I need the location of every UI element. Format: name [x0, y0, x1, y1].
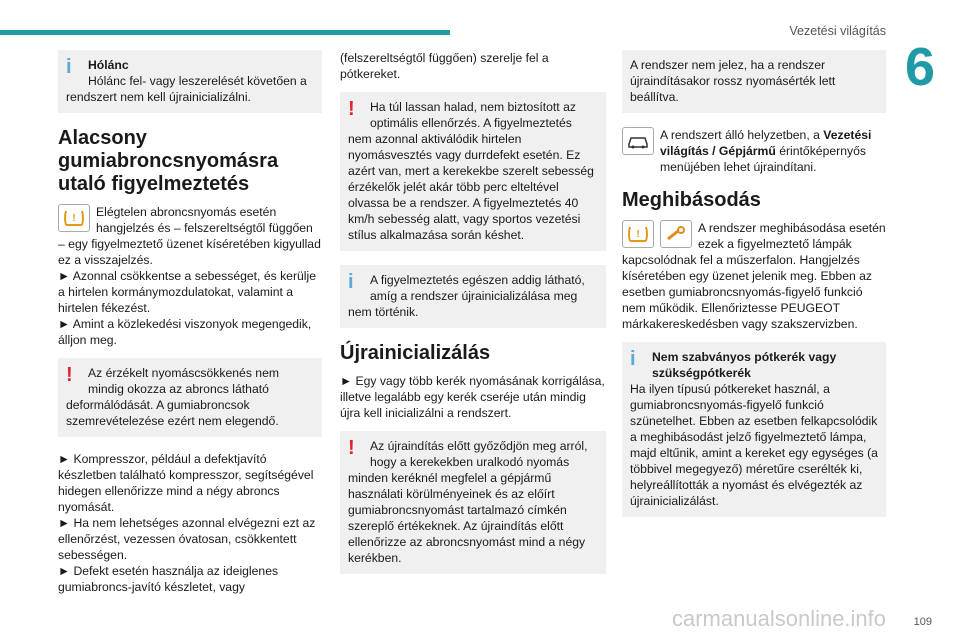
tyre-warning-icon: [622, 220, 654, 248]
warn-box-1: [58, 358, 322, 437]
step-1: ► Azonnal csökkentse a sebességet, és kerülje a hirtelen kormánymozdulatokat, valamint a hirtelen fékezést.: [58, 269, 316, 315]
car-icon: [622, 127, 654, 155]
continued-text: (felszereltségtől függően) szerelje fel a pótkereket.: [340, 51, 549, 81]
reset-text-a: A rendszert álló helyzetben, a: [660, 128, 820, 142]
spare-text: Ha ilyen típusú pótkereket használ, a gumiabroncsnyomás-figyelő funkció szünetelhet. Ebben az esetben felkapcsolódik a meghibásodást jelző figyelmeztető lámpa, majd eltűnik, amint a kereket egy egységes (a többivel megegyező) méretűre cserélték ki, helyreállították a nyomást és elvégezték az újrainicializálást.: [630, 382, 878, 508]
info-icon: i: [66, 56, 72, 78]
warn-box-1-text: Az érzékelt nyomáscsökkenés nem mindig okozza az abroncs látható deformálódását. A gumiabroncsok szemrevételezése ezért nem elegendő.: [66, 366, 280, 428]
step-4: ► Ha nem lehetséges azonnal elvégezni ezt az ellenőrzést, vezessen óvatosan, csökkentett sebességen.: [58, 516, 316, 562]
svg-text:!: !: [636, 229, 640, 240]
heading-low-pressure: Alacsony gumiabroncsnyomásra utaló figyelmeztetés: [58, 127, 279, 195]
warn-box-2: [340, 92, 606, 251]
wrench-icon: [660, 220, 692, 248]
info-icon: i: [630, 348, 636, 370]
svg-text:!: !: [72, 213, 76, 224]
heading-reinit: Újrainicializálás: [340, 342, 491, 364]
step-2: ► Amint a közlekedési viszonyok megengedik, álljon meg.: [58, 317, 312, 347]
reset-menu: Vezetési világítás / Gépjármű: [660, 128, 872, 158]
fault-rest: kapcsolódnak fel a műszerfalon. Hangjelzés kíséretében egy üzenet jelenik meg. Ebben az esetben gumiabroncsnyomás-figyelő funkció nem működik. Ellenőriztesse PEUGEOT márkakereskedésben vagy szakszervizben.: [622, 253, 873, 331]
header-title: Vezetési világítás: [789, 24, 886, 38]
warning-rest: – egy figyelmeztető üzenet kíséretében kigyullad ez a visszajelzés.: [58, 237, 321, 267]
column-3: [622, 50, 886, 531]
warn-box-3-text: Az újraindítás előtt győződjön meg arról, hogy a kerekekben uralkodó nyomás minden keréknél megfelel a gépjármű használati körülményeinek és az előírt gumiabroncsnyomást tartalmazó címkén szereplő értékeknek. Az újraindítás előtt ellenőrizze az abroncsnyomást mind a négy kerékben.: [348, 439, 588, 565]
warning-exclamation-icon: !: [66, 364, 73, 386]
step-5: ► Defekt esetén használja az ideiglenes gumiabroncs-javító készletet, vagy: [58, 564, 279, 594]
warning-exclamation-icon: !: [348, 98, 355, 120]
column-1: [58, 50, 322, 595]
warn-box-2-text: Ha túl lassan halad, nem biztosított az optimális ellenőrzés. A figyelmeztetés nem azonnal aktiválódik hirtelen nyomásvesztés vagy durrdefekt esetén. Ez azért van, mert a kerekekbe szerelt sebesség érzékelők jelét akár több perc elteltével olvassa be a rendszer. A figyelmeztetés 40 km/h sebesség alatt, vagy sportos vezetési stílus alkalmazása során késhet.: [348, 100, 594, 242]
note-box: [622, 50, 886, 113]
info-icon: i: [348, 271, 354, 293]
info-box-2-text: A figyelmeztetés egészen addig látható, amíg a rendszer újrainicializálása meg nem történik.: [348, 273, 585, 319]
info-box-holanc: [58, 50, 322, 113]
fault-row: [622, 220, 886, 252]
column-2: [340, 50, 606, 588]
holanc-text: Hólánc fel- vagy leszerelését követően a rendszert nem kell újrainicializálni.: [66, 74, 307, 104]
header-bar: [0, 30, 450, 35]
chapter-number: 6: [905, 37, 936, 97]
step-3: ► Kompresszor, például a defektjavító készletben található kompresszor, segítségével hidegen ellenőrizze mind a négy abroncs nyomását.: [58, 452, 314, 514]
info-box-spare: [622, 342, 886, 517]
note-text: A rendszer nem jelez, ha a rendszer újraindításakor rossz nyomásérték lett beállítva.: [630, 58, 836, 104]
fault-intro: A rendszer meghibásodása esetén ezek a figyelmeztető lámpák: [698, 221, 886, 251]
page-number: 109: [913, 616, 932, 628]
reinit-step: ► Egy vagy több kerék nyomásának korrigálása, illetve legalább egy kerék cseréje után mindig újra kell inicializálni a rendszert.: [340, 374, 605, 420]
watermark: carmanualsonline.info: [672, 606, 887, 631]
warning-exclamation-icon: !: [348, 437, 355, 459]
spare-title: Nem szabványos pótkerék vagy szükségpótkerék: [652, 350, 837, 380]
warning-row: [58, 204, 322, 236]
tyre-warning-icon: [58, 204, 90, 232]
warn-box-3: [340, 431, 606, 574]
warning-intro: Elégtelen abroncsnyomás esetén hangjelzés és – felszereltségtől függően: [96, 205, 313, 235]
vehicle-row: [622, 127, 886, 175]
info-box-2: [340, 265, 606, 328]
reset-text-b: érintőképernyős menüjében lehet újraindítani.: [660, 144, 866, 174]
holanc-title: Hólánc: [88, 58, 129, 72]
heading-fault: Meghibásodás: [622, 189, 761, 211]
